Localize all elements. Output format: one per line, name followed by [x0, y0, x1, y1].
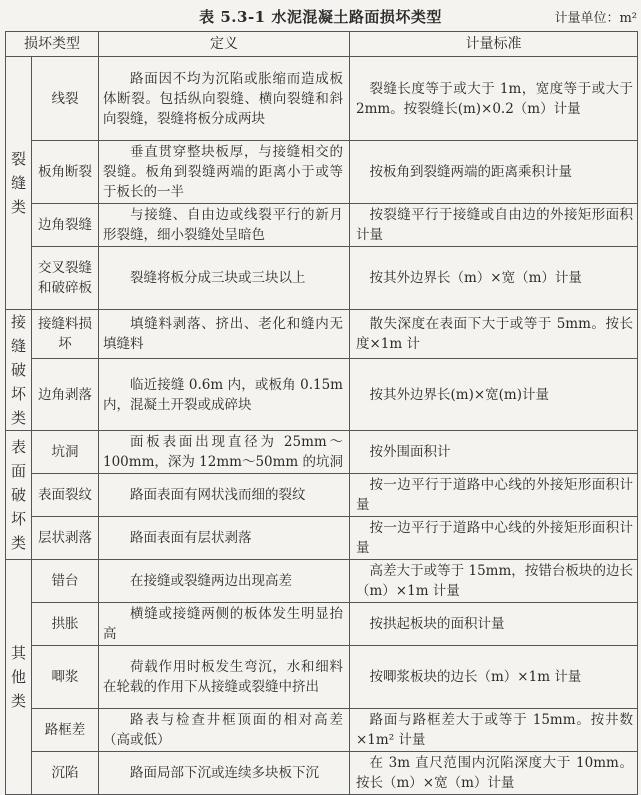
table-row	[6, 603, 638, 646]
definition-cell: 路面表面有网状浅而细的裂纹	[99, 474, 350, 517]
table-row	[6, 141, 638, 204]
definition-cell: 裂缝将板分成三块或三块以上	[99, 247, 350, 310]
table-header-row	[6, 32, 638, 57]
damage-name-cell: 边角剥落	[32, 359, 99, 431]
definition-cell: 路面局部下沉或连续多块板下沉	[99, 752, 350, 795]
damage-name-cell: 交叉裂缝和破碎板	[32, 247, 99, 310]
standard-cell: 按一边平行于道路中心线的外接矩形面积计量	[350, 517, 638, 560]
damage-name-cell: 坑洞	[32, 431, 99, 474]
definition-cell: 荷载作用时板发生弯沉，水和细料在轮载的作用下从接缝或裂缝中挤出	[99, 646, 350, 709]
table-row	[6, 752, 638, 795]
category-cell: 其 他 类	[6, 560, 32, 795]
standard-cell: 按唧浆板块的边长（m）×1m 计量	[350, 646, 638, 709]
header-damage-type: 损坏类型	[6, 32, 99, 57]
standard-cell: 按拱起板块的面积计量	[350, 603, 638, 646]
damage-name-cell: 路框差	[32, 709, 99, 752]
table-caption	[0, 4, 641, 28]
damage-name-cell: 唧浆	[32, 646, 99, 709]
damage-name-cell: 拱胀	[32, 603, 99, 646]
damage-name-cell: 板角断裂	[32, 141, 99, 204]
standard-cell: 按裂缝平行于接缝或自由边的外接矩形面积计量	[350, 204, 638, 247]
damage-name-cell: 错台	[32, 560, 99, 603]
standard-cell: 按其外边界长（m）×宽（m）计量	[350, 247, 638, 310]
damage-name-cell: 接缝料损坏	[32, 310, 99, 359]
definition-cell: 垂直贯穿整块板厚，与接缝相交的裂缝。板角到裂缝两端的距离小于或等于板长的一半	[99, 141, 350, 204]
definition-cell: 路面因不均为沉陷或胀缩而造成板体断裂。包括纵向裂缝、横向裂缝和斜向裂缝，裂缝将板分成两块	[99, 57, 350, 141]
table-row	[6, 646, 638, 709]
definition-cell: 横缝或接缝两侧的板体发生明显抬高	[99, 603, 350, 646]
category-cell: 裂 缝 类	[6, 57, 32, 310]
table-row	[6, 204, 638, 247]
definition-cell: 与接缝、自由边或线裂平行的新月形裂缝，细小裂缝处呈暗色	[99, 204, 350, 247]
damage-name-cell: 线裂	[32, 57, 99, 141]
table-row	[6, 57, 638, 141]
standard-cell: 按其外边界长(m)×宽(m)计量	[350, 359, 638, 431]
standard-cell: 按板角到裂缝两端的距离乘积计量	[350, 141, 638, 204]
table-row	[6, 310, 638, 359]
category-cell: 表 面 破 坏 类	[6, 431, 32, 560]
table-row	[6, 474, 638, 517]
header-definition: 定义	[99, 32, 350, 57]
unit-label: 计量单位：m²	[554, 11, 637, 26]
standard-cell: 裂缝长度等于或大于 1m，宽度等于或大于 2mm。按裂缝长(m)×0.2（m）计量	[350, 57, 638, 141]
definition-cell: 路表与检查井框顶面的相对高差（高或低）	[99, 709, 350, 752]
standard-cell: 按外围面积计	[350, 431, 638, 474]
header-standard: 计量标准	[350, 32, 638, 57]
table-row	[6, 560, 638, 603]
category-cell: 接 缝 破 坏 类	[6, 310, 32, 431]
damage-name-cell: 表面裂纹	[32, 474, 99, 517]
standard-cell: 在 3m 直尺范围内沉陷深度大于 10mm。按长（m）×宽（m）计量	[350, 752, 638, 795]
table-row	[6, 247, 638, 310]
table-row	[6, 359, 638, 431]
damage-name-cell: 边角裂缝	[32, 204, 99, 247]
damage-name-cell: 层状剥落	[32, 517, 99, 560]
table-row	[6, 709, 638, 752]
table-title: 表 5.3-1 水泥混凝土路面损坏类型	[199, 8, 442, 26]
damage-type-table	[5, 31, 638, 795]
standard-cell: 路面与路框差大于或等于 15mm。按井数×1m² 计量	[350, 709, 638, 752]
definition-cell: 路面表面有层状剥落	[99, 517, 350, 560]
table-row	[6, 431, 638, 474]
table-row	[6, 517, 638, 560]
standard-cell: 散失深度在表面下大于或等于 5mm。按长度×1m 计	[350, 310, 638, 359]
standard-cell: 高差大于或等于 15mm，按错台板块的边长（m）×1m 计量	[350, 560, 638, 603]
definition-cell: 填缝料剥落、挤出、老化和缝内无填缝料	[99, 310, 350, 359]
definition-cell: 临近接缝 0.6m 内，或板角 0.15m 内，混凝土开裂或成碎块	[99, 359, 350, 431]
definition-cell: 面板表面出现直径为 25mm～100mm，深为 12mm～50mm 的坑洞	[99, 431, 350, 474]
standard-cell: 按一边平行于道路中心线的外接矩形面积计量	[350, 474, 638, 517]
definition-cell: 在接缝或裂缝两边出现高差	[99, 560, 350, 603]
damage-name-cell: 沉陷	[32, 752, 99, 795]
